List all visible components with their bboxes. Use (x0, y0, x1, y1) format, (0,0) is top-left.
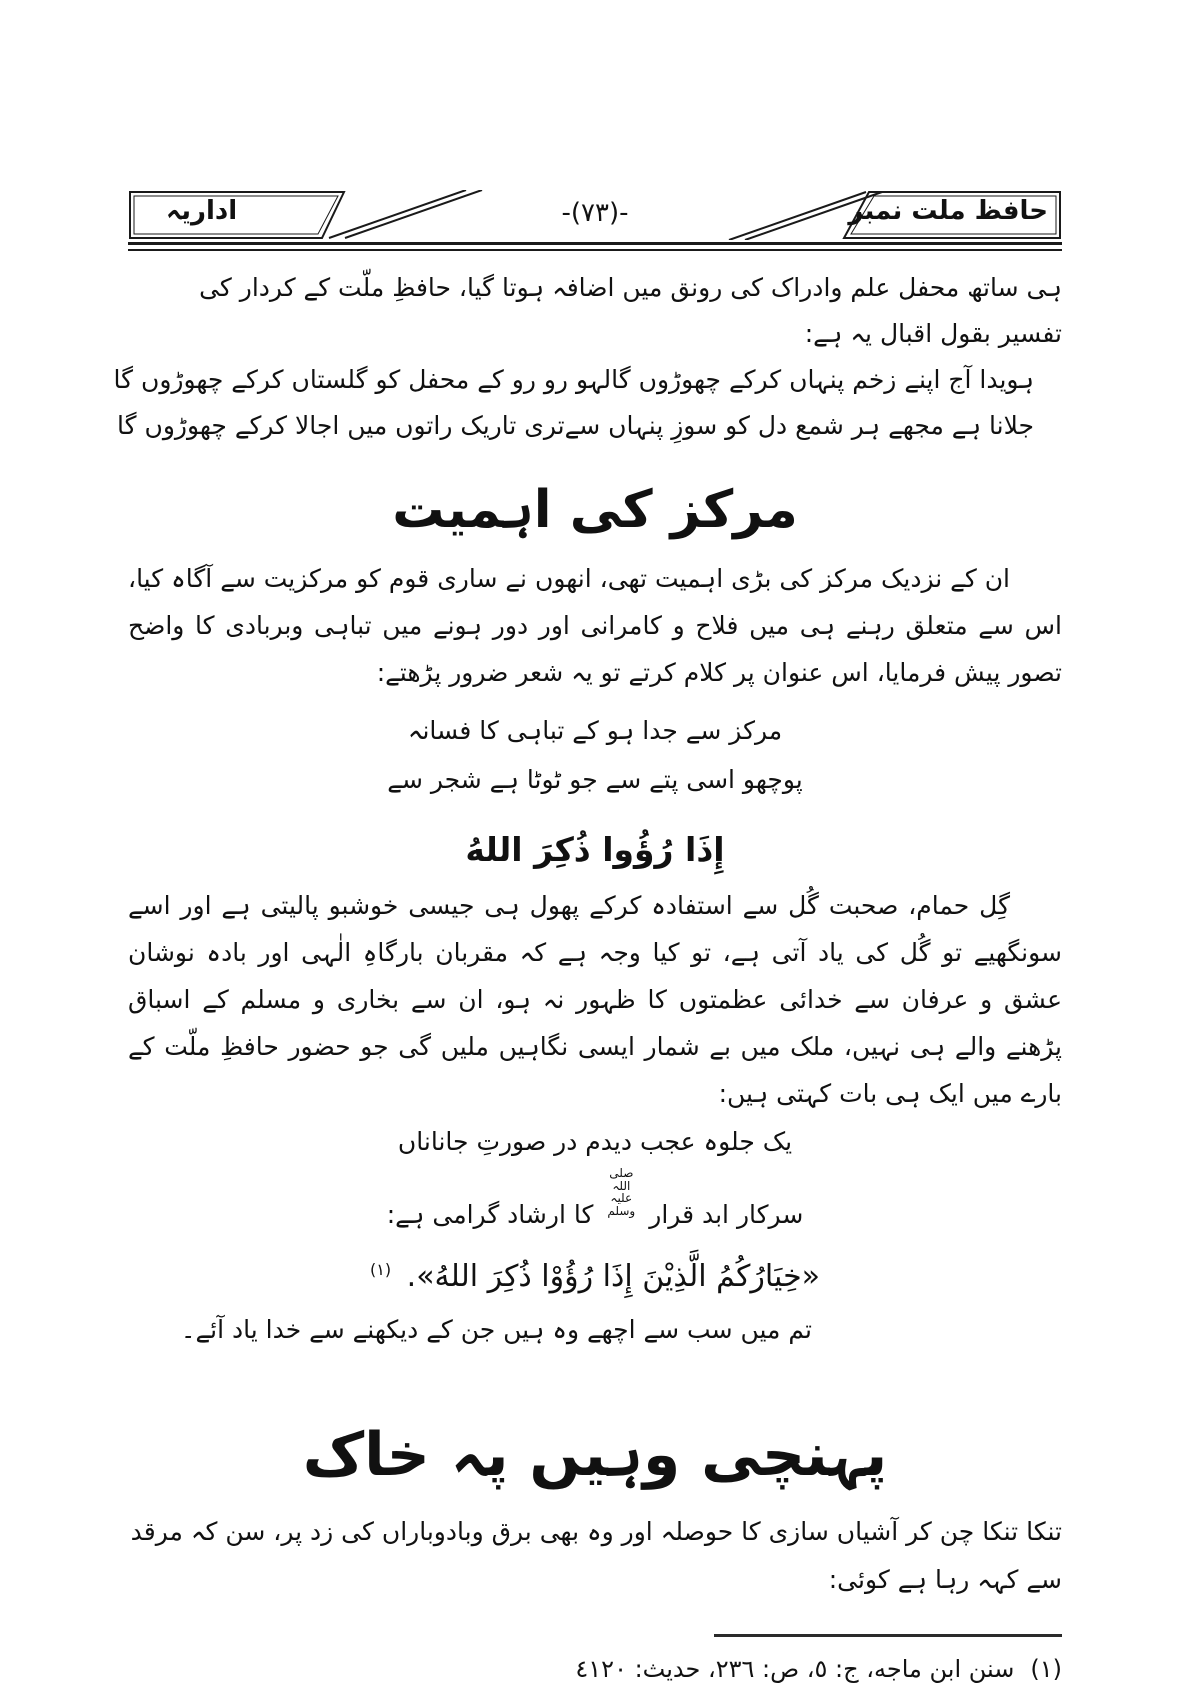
header-double-rule (128, 242, 1062, 251)
hadith-intro-post: کا ارشاد گرامی ہے: (386, 1199, 594, 1229)
hadith-footnote-marker: (١) (370, 1259, 392, 1279)
honorific-sallallahu-alayhi-wasallam: صلی اللہ علیہ وسلم (607, 1166, 636, 1218)
persian-verse-line: یک جلوہ عجب دیدم در صورتِ جاناناں (397, 1127, 793, 1156)
section2-paragraph: گِل حمام، صحبت گُل سے استفادہ کرکے پھول ہی جیسی خوشبو پالیتی ہے اور اسے سونگھیے تو گُل کی یاد آتی ہے، تو کیا وجہ ہے کہ مقربان بارگاہِ الٰہی اور بادہ نوشان عشق و عرفان سے خدائی عظمتوں کا ظہور نہ ہو، ان سے بخاری و مسلم کے اسباق پڑھنے والے ہی نہیں، ملک میں بے شمار ایسی نگاہیں ملیں گی جو حضور حافظِ ملّت کے بارے میں ایک ہی بات کہتی ہیں: (128, 891, 1062, 1108)
couplet-2-left-hemistich: تری تاریک راتوں میں اجالا کرکے چھوڑوں گا (117, 411, 565, 440)
header-right-diagonal-1 (729, 192, 866, 240)
section-heading-markaz-ki-ahmiyat: مرکز کی اہمیت (392, 480, 798, 540)
couplet-1-left-hemistich: لہو رو رو کے محفل کو گلستاں کرکے چھوڑوں گا (113, 365, 612, 394)
verse-line-2: پوچھو اسی پتے سے جو ٹوٹا ہے شجر سے (387, 765, 803, 794)
page-header (128, 190, 1062, 240)
footnote-line (128, 1649, 1062, 1689)
hadith-quote-text: «خِيَارُكُمُ الَّذِيْنَ إِذَا رُؤُوْا ذُكِرَ اللهُ». (406, 1258, 820, 1294)
hadith-translation-line: تم میں سب سے اچھے وہ ہیں جن کے دیکھنے سے خدا یاد آئے۔ (180, 1314, 812, 1344)
verse-line-1: مرکز سے جدا ہو کے تباہی کا فسانہ (407, 716, 783, 745)
hadith-intro-pre: سرکار ابد قرار (649, 1199, 804, 1229)
footnote-separator-wrap (128, 1634, 1062, 1637)
couplet-row (113, 357, 1062, 403)
section3-paragraph: تنکا تنکا چن کر آشیاں سازی کا حوصلہ اور وہ بھی برق وبادوباراں کی زد پر، سن کہ مرقد سے کہہ رہا ہے کوئی: (130, 1516, 1062, 1594)
hadith-intro-line (128, 1167, 1062, 1241)
section1-verse (128, 706, 1062, 804)
page-number: -(۷۳)- (561, 198, 629, 228)
header-left-label: اداریہ (166, 196, 238, 226)
section-heading-pahunchi-wahin-pe-khak: پہنچی وہیں پہ خاک (302, 1419, 888, 1490)
header-left-diagonal-2 (345, 190, 482, 238)
couplet-row (117, 403, 1062, 449)
footnote-citation-text: سنن ابن ماجه، ج: ٥، ص: ٢٣٦، حديث: ٤١٢٠ (575, 1654, 1015, 1683)
footnote-marker: (١) (1030, 1654, 1062, 1683)
section-heading-arabic: إِذَا رُؤُوا ذُكِرَ اللهُ (465, 830, 725, 869)
intro-line: ہی ساتھ محفل علم وادراک کی رونق میں اضافہ ہوتا گیا، حافظِ ملّت کے کردار کی تفسیر بقول اقبال یہ ہے: (199, 273, 1062, 348)
couplet-1-right-hemistich: ہویدا آج اپنے زخم پنہاں کرکے چھوڑوں گا (611, 365, 1034, 394)
footnote-separator-rule (714, 1634, 1062, 1637)
header-left-diagonal-1 (329, 190, 466, 238)
hadith-quote-line (128, 1241, 1062, 1306)
couplet-2-right-hemistich: جلانا ہے مجھے ہر شمع دل کو سوزِ پنہاں سے (564, 411, 1034, 440)
section1-paragraph: ان کے نزدیک مرکز کی بڑی اہمیت تھی، انھوں نے ساری قوم کو مرکزیت سے آگاہ کیا، اس سے متعلق رہنے ہی میں فلاح و کامرانی اور دور ہونے میں تباہی وبربادی کا واضح تصور پیش فرمایا، اس عنوان پر کلام کرتے تو یہ شعر ضرور پڑھتے: (128, 564, 1062, 687)
header-right-label: حافظ ملت نمبر (848, 196, 1048, 226)
